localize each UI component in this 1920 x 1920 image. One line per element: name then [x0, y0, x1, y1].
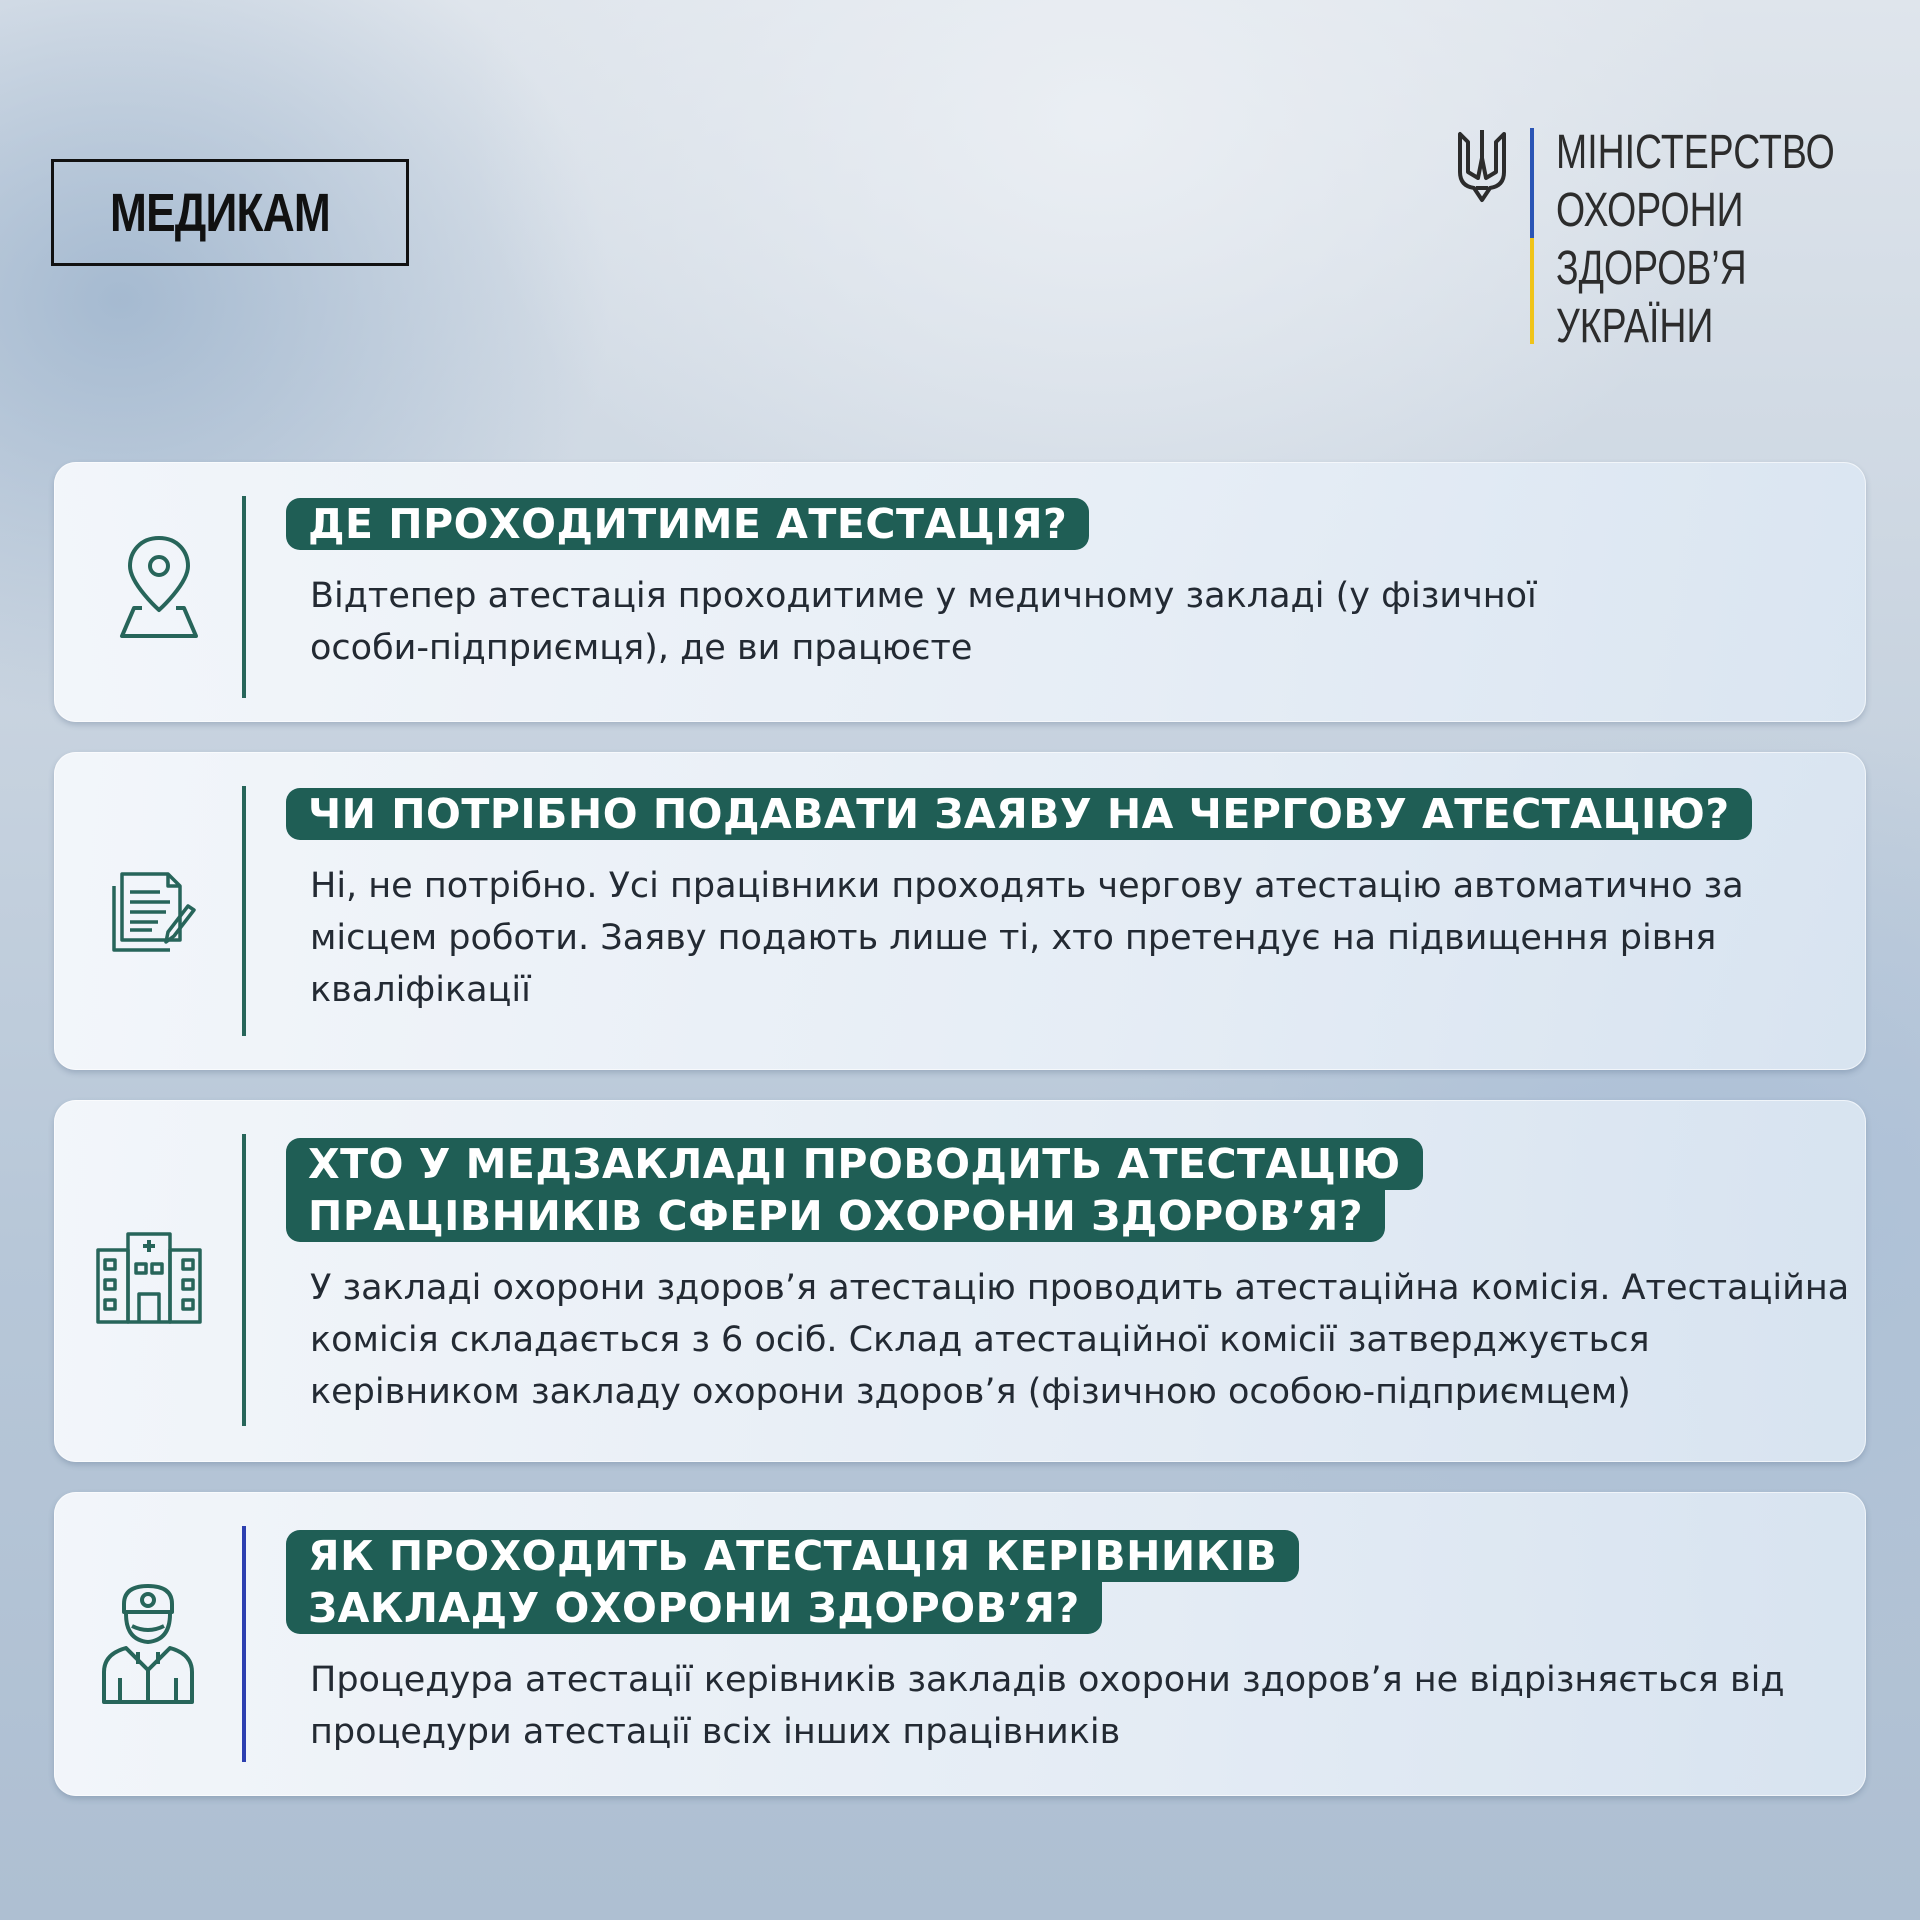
flag-bar-blue [1530, 128, 1534, 238]
doctor-icon [98, 1582, 198, 1706]
card-body: Ні, не потрібно. Усі працівники проходять чергову атестацію автоматично за місцем роботи. Заяву подають лише ті, хто претендує на підвищення рівня кваліфікації [310, 866, 1744, 1010]
divider-line [242, 496, 246, 698]
section-tag [51, 159, 409, 266]
info-card-location [54, 462, 1866, 722]
card-heading: ЯК ПРОХОДИТЬ АТЕСТАЦІЯ КЕРІВНИКІВ ЗАКЛАДУ ОХОРОНИ ЗДОРОВ’Я? [286, 1530, 1826, 1634]
ministry-name: МІНІСТЕРСТВО ОХОРОНИ ЗДОРОВ’Я УКРАЇНИ [1556, 126, 1835, 353]
divider-line [242, 1526, 246, 1762]
document-pen-icon [108, 866, 198, 956]
card-heading: ХТО У МЕДЗАКЛАДІ ПРОВОДИТЬ АТЕСТАЦІЮ ПРАЦІВНИКІВ СФЕРИ ОХОРОНИ ЗДОРОВ’Я? [286, 1138, 1826, 1242]
info-card-commission [54, 1100, 1866, 1462]
divider-line [242, 1134, 246, 1426]
card-heading: ЧИ ПОТРІБНО ПОДАВАТИ ЗАЯВУ НА ЧЕРГОВУ АТЕСТАЦІЮ? [286, 788, 1752, 840]
card-body: У закладі охорони здоров’я атестацію проводить атестаційна комісія. Атестаційна комісія складається з 6 осіб. Склад атестаційної комісії затверджується керівником закладу охорони здоров’я (фізичною особою-підприємцем) [310, 1268, 1850, 1412]
info-card-managers [54, 1492, 1866, 1796]
section-tag-label: МЕДИКАМ [110, 182, 330, 243]
card-heading: ДЕ ПРОХОДИТИМЕ АТЕСТАЦІЯ? [286, 498, 1089, 550]
info-card-application [54, 752, 1866, 1070]
location-pin-map-icon [114, 532, 204, 642]
hospital-building-icon [94, 1228, 204, 1324]
flag-bar-yellow [1530, 238, 1534, 344]
card-body: Процедура атестації керівників закладів охорони здоров’я не відрізняється від процедури атестації всіх інших працівників [310, 1660, 1785, 1752]
trident-icon [1456, 128, 1508, 204]
card-body: Відтепер атестація проходитиме у медичному закладі (у фізичної особи-підприємця), де ви працюєте [310, 576, 1537, 668]
divider-line [242, 786, 246, 1036]
ministry-logo [1456, 124, 1835, 353]
